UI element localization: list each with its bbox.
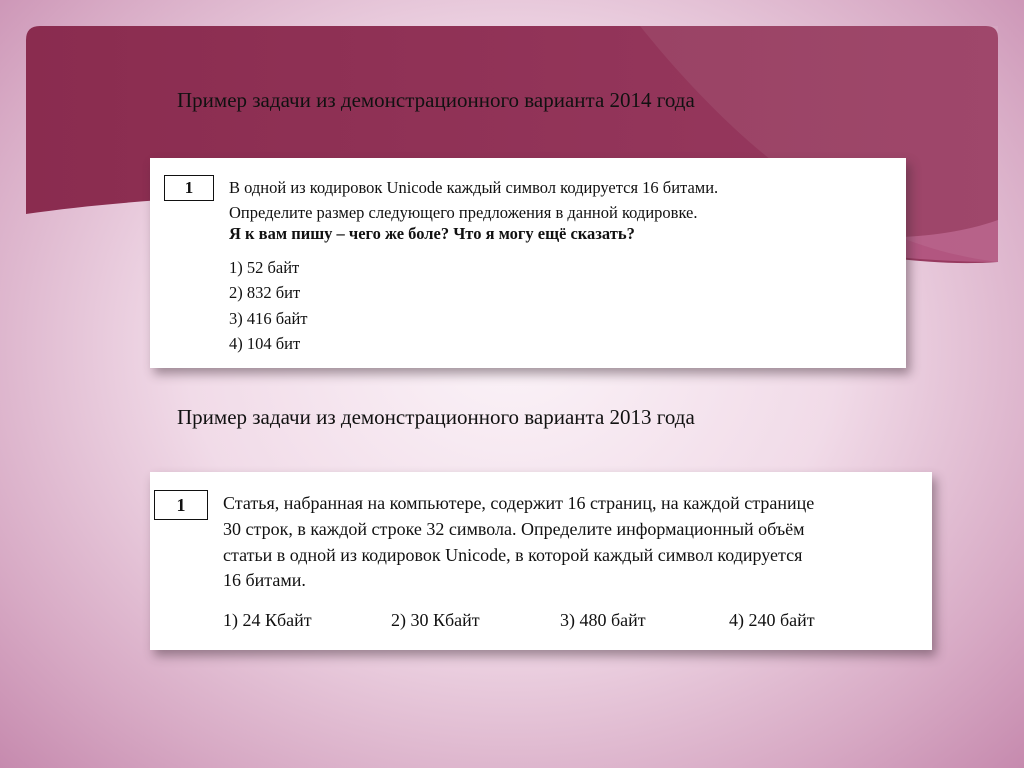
- question-line-4: 16 битами.: [223, 570, 306, 590]
- task-number-box: 1: [164, 175, 214, 201]
- answer-option-2: 2) 832 бит: [229, 283, 301, 302]
- task-card-2013: [150, 472, 932, 650]
- slide-title-2013: Пример задачи из демонстрационного варианта 2013 года: [177, 405, 695, 429]
- question-line-1: В одной из кодировок Unicode каждый символ кодируется 16 битами.: [229, 178, 719, 197]
- task-number-box: 1: [154, 490, 208, 520]
- question-line-1: Статья, набранная на компьютере, содержит 16 страниц, на каждой странице: [223, 493, 815, 513]
- question-line-3: статьи в одной из кодировок Unicode, в которой каждый символ кодируется: [223, 545, 803, 565]
- answer-option-2: 2) 30 Кбайт: [391, 610, 480, 630]
- answer-option-4: 4) 104 бит: [229, 334, 301, 353]
- answer-option-3: 3) 480 байт: [560, 610, 646, 630]
- answer-option-4: 4) 240 байт: [729, 610, 815, 630]
- answer-option-1: 1) 52 байт: [229, 258, 300, 277]
- question-sentence: Я к вам пишу – чего же боле? Что я могу ещё сказать?: [229, 224, 635, 243]
- answer-option-1: 1) 24 Кбайт: [223, 610, 312, 630]
- question-line-2: 30 строк, в каждой строке 32 символа. Определите информационный объём: [223, 519, 805, 539]
- answer-option-3: 3) 416 байт: [229, 309, 308, 328]
- task-card-2014: [150, 158, 906, 368]
- slide-title-2014: Пример задачи из демонстрационного варианта 2014 года: [177, 88, 695, 112]
- question-line-2: Определите размер следующего предложения в данной кодировке.: [229, 203, 698, 222]
